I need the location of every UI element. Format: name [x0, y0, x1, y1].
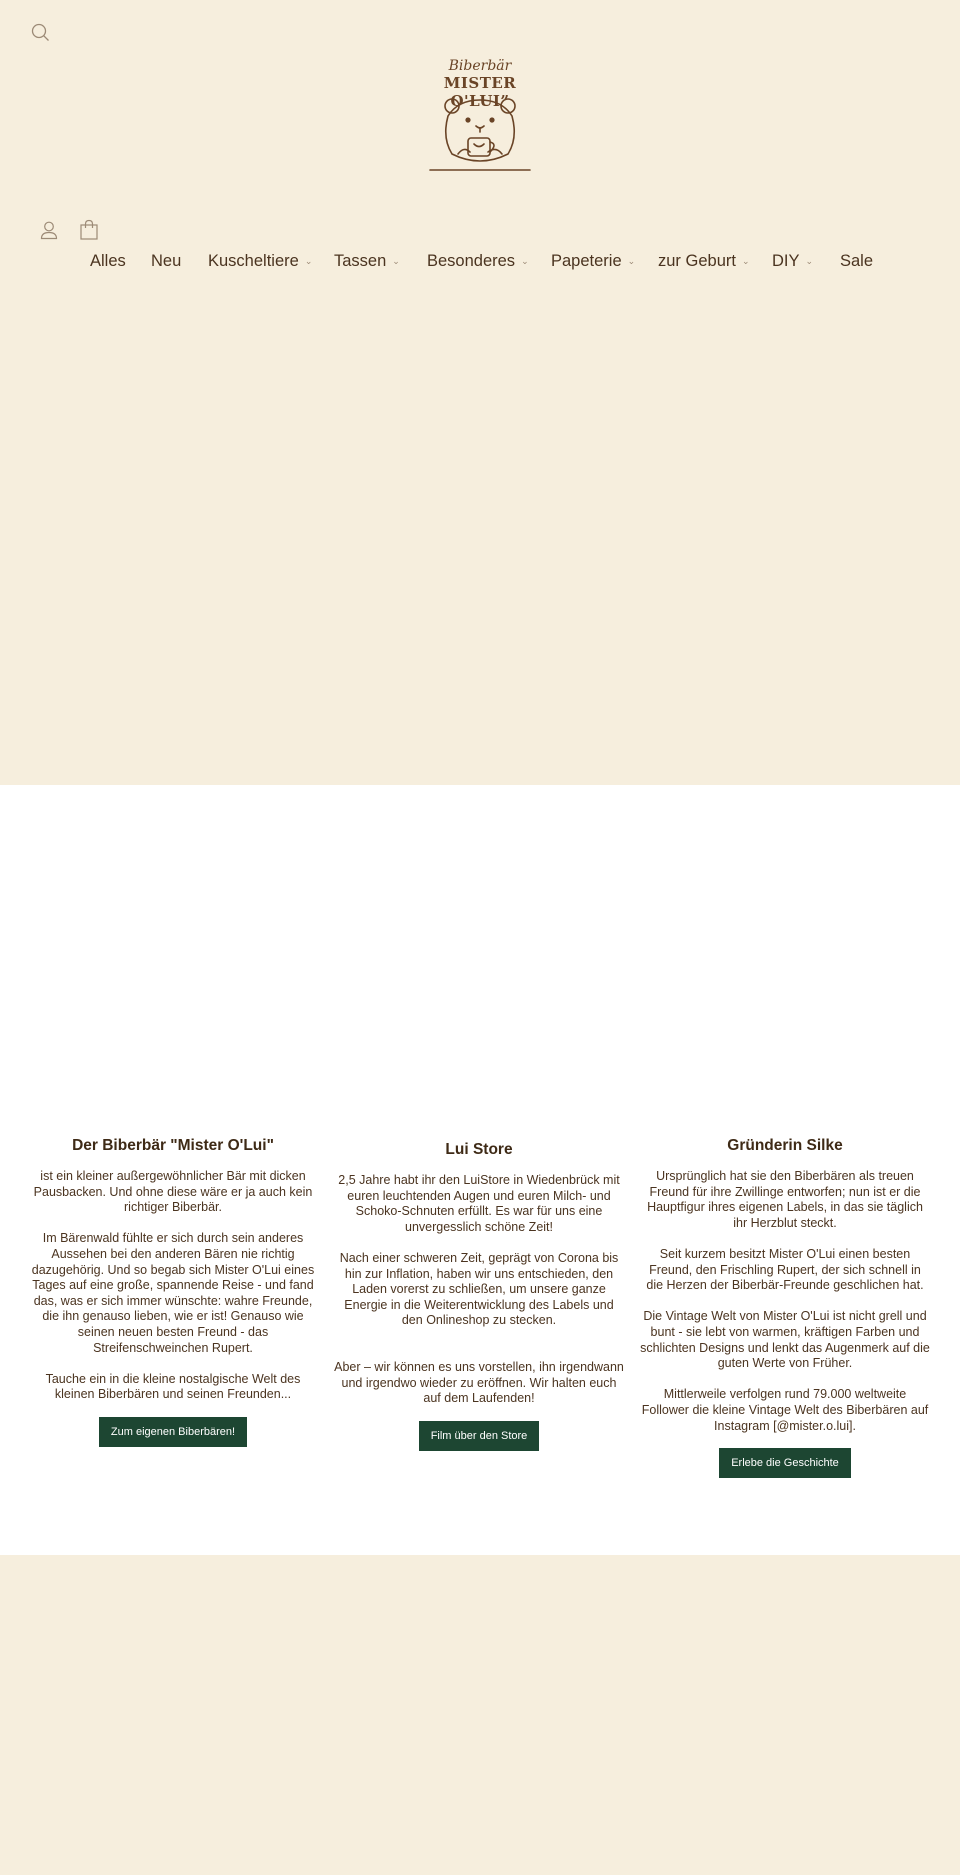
- chevron-down-icon: ⌄: [392, 256, 400, 266]
- biberbaer-button[interactable]: Zum eigenen Biberbären!: [99, 1417, 247, 1447]
- nav-item-diy[interactable]: DIY ⌄: [772, 252, 814, 270]
- nav-item-papeterie[interactable]: Papeterie ⌄: [551, 252, 636, 270]
- column-text: Nach einer schweren Zeit, geprägt von Corona bis hin zur Inflation, haben wir uns entschieden, den Laden vorerst zu schließen, um unsere ganze Energie in die Weiterentwicklung des Labels und den Onlineshop zu stecken.: [339, 1250, 619, 1328]
- footer-band: [0, 1555, 960, 1875]
- column-text: Seit kurzem besitzt Mister O'Lui einen besten Freund, den Frischling Rupert, der sich schnell in die Herzen der Biberbär-Freunde geschlichen hat.: [646, 1246, 924, 1293]
- column-biberbaer: [28, 1137, 318, 1447]
- content-section: [0, 785, 960, 1555]
- nav-item-tassen[interactable]: Tassen ⌄: [334, 252, 400, 270]
- column-text: Die Vintage Welt von Mister O'Lui ist nicht grell und bunt - sie lebt von warmen, kräftigen Farben und schlichten Designs und lenkt das Augenmerk auf die guten Werte von Früher.: [640, 1309, 930, 1371]
- column-text: Ursprünglich hat sie den Biberbären als treuen Freund für ihre Zwillinge entworfen; nun ist er die Hauptfigur ihres eigenen Labels, in das sie täglich ihr Herzblut steckt.: [647, 1169, 923, 1230]
- nav-item-zur-geburt[interactable]: zur Geburt ⌄: [658, 252, 750, 270]
- column-title: Gründerin Silke: [727, 1137, 843, 1154]
- column-text: 2,5 Jahre habt ihr den LuiStore in Wiedenbrück mit euren leuchtenden Augen und euren Milch- und Schoko-Schnuten erfüllt. Es war für uns eine unvergesslich schöne Zeit!: [338, 1173, 620, 1234]
- column-title: Der Biberbär "Mister O'Lui": [72, 1137, 274, 1154]
- search-icon[interactable]: [30, 22, 52, 44]
- column-text: Im Bärenwald fühlte er sich durch sein anderes Aussehen bei den anderen Bären nie richtig dazugehörig. Und so begab sich Mister O'Lui eines Tages auf eine große, spannende Reise - und fand das, was er sich immer wünschte: wahre Freunde, die ihn genauso lieben, wie er ist! Genauso wie seinen neuen besten Freund - das Streifenschweinchen Rupert.: [31, 1231, 315, 1355]
- nav-item-sale[interactable]: Sale: [840, 252, 874, 270]
- logo-top-line: Biberbär: [448, 58, 512, 74]
- column-title: Lui Store: [445, 1141, 513, 1158]
- logo-name: MISTER O'LUI”: [443, 74, 517, 110]
- chevron-down-icon: ⌄: [805, 256, 814, 266]
- column-text: Mittlerweile verfolgen rund 79.000 weltweite Follower die kleine Vintage Welt des Biberbären auf Instagram [@mister.o.lui].: [641, 1387, 929, 1433]
- nav-item-besonderes[interactable]: Besonderes ⌄: [427, 252, 529, 270]
- chevron-down-icon: ⌄: [627, 256, 636, 266]
- nav-item-kuscheltiere[interactable]: Kuscheltiere ⌄: [208, 252, 313, 270]
- column-lui-store: [334, 1141, 624, 1451]
- column-text: Aber – wir können es uns vorstellen, ihn irgendwann und irgendwo wieder zu eröffnen. Wir halten euch auf dem Laufenden!: [334, 1359, 624, 1406]
- column-text: Tauche ein in die kleine nostalgische Welt des kleinen Biberbären und seinen Freunden...: [45, 1371, 301, 1402]
- main-navigation: [0, 252, 960, 278]
- chevron-down-icon: ⌄: [521, 256, 529, 266]
- site-header: [0, 0, 960, 785]
- chevron-down-icon: ⌄: [304, 256, 313, 266]
- nav-item-alles[interactable]: Alles: [90, 252, 126, 270]
- column-gruenderin: [640, 1137, 930, 1478]
- user-icon[interactable]: [40, 220, 58, 240]
- site-logo[interactable]: [420, 56, 540, 174]
- column-text: ist ein kleiner außergewöhnlicher Bär mit dicken Pausbacken. Und ohne diese wäre er ja auch kein richtiger Biberbär.: [33, 1169, 313, 1215]
- chevron-down-icon: ⌄: [741, 256, 750, 266]
- store-film-button[interactable]: Film über den Store: [419, 1421, 540, 1451]
- bear-logo-icon: [428, 94, 532, 174]
- story-button[interactable]: Erlebe die Geschichte: [719, 1448, 851, 1478]
- shopping-bag-icon[interactable]: [79, 219, 99, 241]
- nav-item-neu[interactable]: Neu: [151, 252, 182, 270]
